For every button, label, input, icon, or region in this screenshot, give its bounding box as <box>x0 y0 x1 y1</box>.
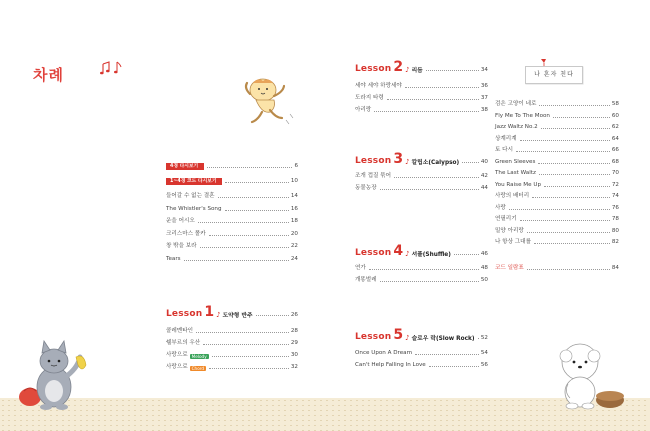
toc-item-title: 연가 <box>355 265 366 271</box>
toc-row[interactable] <box>355 172 488 180</box>
toc-row[interactable] <box>495 100 619 108</box>
toc-row[interactable] <box>495 146 619 154</box>
toc-row[interactable]: 4경 다시보기 6 <box>166 162 298 170</box>
toc-item-title: 검은 고양이 네로 <box>495 101 537 107</box>
toc-row[interactable] <box>495 158 619 166</box>
toc-row[interactable] <box>495 135 619 143</box>
toc-page-number: 14 <box>290 193 298 199</box>
toc-row[interactable]: 1~4경 코드 다시보기 10 <box>166 177 298 185</box>
toc-page-number: 30 <box>290 352 298 358</box>
toc-item-title: 운을 어시오 <box>166 218 195 225</box>
toc-row[interactable] <box>355 82 488 90</box>
toc-page-number: 68 <box>611 158 619 165</box>
toc-row[interactable] <box>495 123 619 131</box>
toc-page-number: 66 <box>611 147 619 153</box>
lesson-2-heading[interactable]: Lesson 2 ♪ 리듬 34 <box>355 59 488 75</box>
toc-item-title: 상계리계 <box>495 135 517 142</box>
note-icon: ♪ <box>216 311 221 319</box>
toc-item-title: Can't Help Falling In Love <box>355 362 426 368</box>
toc-page-number: 37 <box>480 95 488 101</box>
toc-item-title: 사랑 <box>495 204 506 211</box>
toc-row[interactable] <box>166 255 298 263</box>
lesson-3-heading[interactable]: Lesson 3 ♪ 칼립소(Calypso) 40 <box>355 151 488 167</box>
cat-illustration <box>18 335 98 413</box>
toc-row[interactable] <box>166 363 298 371</box>
toc-page-number: 18 <box>290 218 298 225</box>
toc-row[interactable] <box>166 230 298 238</box>
toc-page-number: 44 <box>480 185 488 191</box>
toc-row[interactable] <box>495 204 619 212</box>
toc-item-title: 쉘부르의 우산 <box>166 340 201 346</box>
toc-row[interactable] <box>166 339 298 347</box>
toc-page-number: 42 <box>480 173 488 179</box>
version-badge: Melody <box>191 354 207 359</box>
toc-row[interactable] <box>495 112 619 120</box>
toc-page-number: 58 <box>611 101 619 107</box>
toc-row[interactable] <box>355 184 488 192</box>
toc-page-number: 50 <box>480 277 488 283</box>
toc-row[interactable] <box>355 349 488 357</box>
toc-item-title: 크리스마스 폴카 <box>166 230 206 237</box>
toc-page-number: 28 <box>290 328 298 334</box>
toc-page-number: 72 <box>611 181 619 188</box>
toc-row[interactable] <box>495 169 619 177</box>
toc-page-number: 20 <box>290 230 298 237</box>
toc-item-title: 연필리기 <box>495 216 517 222</box>
toc-page-number: 16 <box>290 205 298 212</box>
toc-row[interactable] <box>495 192 619 200</box>
toc-item-title: Green Sleeves <box>495 158 536 165</box>
toc-item-title: 나 항상 그대를 <box>495 239 531 245</box>
lesson-4-heading[interactable]: Lesson 4 ♪ 셔플(Shuffle) 46 <box>355 243 488 259</box>
toc-item-title: Once Upon A Dream <box>355 350 413 356</box>
note-icon: ♪ <box>405 250 410 258</box>
hamster-illustration <box>240 74 295 134</box>
toc-page-number: 80 <box>611 227 619 234</box>
toc-row[interactable] <box>166 217 298 225</box>
note-icon: ♪ <box>405 158 410 166</box>
toc-row[interactable] <box>495 227 619 235</box>
toc-item-title: Tears <box>166 256 181 262</box>
toc-row[interactable] <box>495 215 619 223</box>
toc-page-number: 56 <box>480 362 488 368</box>
note-icon: ♪ <box>405 66 410 74</box>
section-tag: 4경 다시보기 <box>166 163 204 170</box>
toc-row[interactable] <box>166 327 298 335</box>
version-badge: Chord <box>191 366 205 371</box>
toc-row[interactable] <box>166 351 298 359</box>
toc-page-number: 76 <box>611 204 619 211</box>
toc-row[interactable] <box>495 238 619 246</box>
toc-page-number: 64 <box>611 135 619 142</box>
toc-page-number: 48 <box>480 265 488 271</box>
lesson-1-heading[interactable]: Lesson 1 ♪ 도약형 반주 26 <box>166 304 298 320</box>
toc-item-title: 사랑으로 <box>166 352 188 358</box>
toc-item-title: 들어갈 수 없는 결혼 <box>166 193 215 199</box>
toc-page-number: 54 <box>480 350 488 356</box>
toc-row[interactable] <box>495 181 619 189</box>
dog-illustration <box>550 340 632 412</box>
toc-item-title: 콜레멘타인 <box>166 328 194 334</box>
toc-page-number: 38 <box>480 107 488 113</box>
toc-item-title: 도라지 타령 <box>355 95 384 101</box>
toc-page-number: 29 <box>290 340 298 346</box>
toc-page-number: 24 <box>290 256 298 262</box>
toc-page-number: 32 <box>290 364 298 370</box>
page-title: 차례 <box>33 66 64 84</box>
toc-item-title: 토 다시 <box>495 147 513 153</box>
toc-page-number: 22 <box>290 243 298 250</box>
toc-item-title: 조개 껍질 묶어 <box>355 173 391 179</box>
toc-item-title: 사랑으로 <box>166 364 188 370</box>
toc-item-title: You Raise Me Up <box>495 181 541 188</box>
toc-row[interactable] <box>355 106 488 114</box>
toc-item-title: 개똥벌레 <box>355 277 377 283</box>
section-tag: 1~4경 코드 다시보기 <box>166 178 222 185</box>
toc-item-title: The Whistler's Song <box>166 205 222 212</box>
toc-page-number: 70 <box>611 170 619 176</box>
toc-page-number: 82 <box>611 239 619 245</box>
toc-page-number: 36 <box>480 83 488 89</box>
toc-row[interactable]: 코드 일람표 84 <box>495 265 619 271</box>
toc-row[interactable] <box>355 94 488 102</box>
toc-row[interactable] <box>166 192 298 200</box>
toc-item-title: 밀양 아리랑 <box>495 227 524 234</box>
toc-page-number: 78 <box>611 216 619 222</box>
toc-item-title: Jazz Waltz No.2 <box>495 124 538 130</box>
toc-item-title: 창 밖을 보라 <box>166 243 197 250</box>
lesson-5-heading[interactable]: Lesson 5 ♪ 슬로우 락(Slow Rock) 52 <box>355 327 488 343</box>
toc-item-title: 아리랑 <box>355 107 372 113</box>
toc-item-title: 동물농장 <box>355 185 377 191</box>
solo-section-tag: 나 혼자 친다 <box>525 66 583 84</box>
toc-row[interactable] <box>166 205 298 213</box>
toc-item-title: 세야 세야 하랑세야 <box>355 83 402 89</box>
toc-page-number: 74 <box>611 193 619 199</box>
toc-item-title: Fly Me To The Moon <box>495 112 550 119</box>
toc-item-title: 사랑의 배터리 <box>495 193 530 199</box>
note-icon: ♪ <box>405 334 410 342</box>
toc-page-number: 60 <box>611 112 619 119</box>
music-notes-icon <box>100 56 122 78</box>
toc-row[interactable] <box>355 276 488 284</box>
toc-item-title: The Last Waltz <box>495 170 536 176</box>
toc-row[interactable] <box>355 264 488 272</box>
toc-row[interactable] <box>166 242 298 250</box>
toc-page-number: 62 <box>611 124 619 130</box>
toc-row[interactable] <box>355 361 488 369</box>
